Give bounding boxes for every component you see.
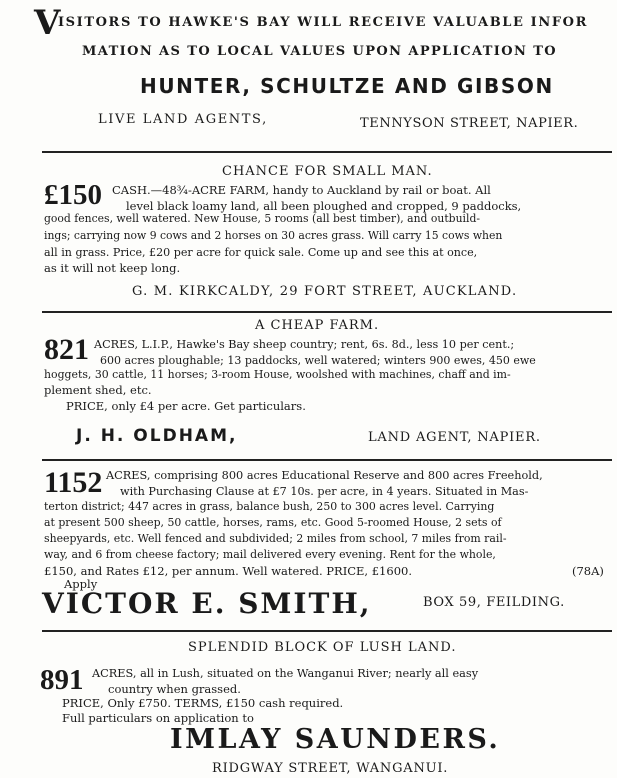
ad4-apply: Apply: [64, 577, 98, 591]
ad4-line-2: with Purchasing Clause at £7 10s. per acre, in 4 years. Situated in Mas-: [120, 485, 529, 498]
ad4-line-1: ACRES, comprising 800 acres Educational Reserve and 800 acres Freehold,: [106, 469, 543, 482]
ad4-code: (78A): [572, 564, 604, 578]
ad3-acre-number: 821: [44, 333, 89, 366]
ad3-line-2: 600 acres ploughable; 13 paddocks, well watered; winters 900 ewes, 450 ewe: [100, 354, 536, 367]
ad3-line-3: hoggets, 30 cattle, 11 horses; 3-room House, woolshed with machines, chaff and im-: [44, 368, 511, 381]
ad5-address: RIDGWAY STREET, WANGANUI.: [212, 761, 449, 776]
ad5-line-2: country when grassed.: [108, 682, 241, 696]
ad2-line-4: ings; carrying now 9 cows and 2 horses on 30 acres grass. Will carry 15 cows when: [44, 229, 503, 242]
ad4-line-5: sheepyards, etc. Well fenced and subdivided; 2 miles from school, 7 miles from rail-: [44, 532, 507, 545]
ad2-signature: G. M. KIRKCALDY, 29 FORT STREET, AUCKLAND.: [132, 284, 518, 299]
drop-cap-v: V: [34, 3, 61, 43]
ad4-acre-number: 1152: [44, 466, 103, 499]
ad5-acre-number: 891: [40, 664, 84, 696]
ad4-line-6: way, and 6 from cheese factory; mail delivered every evening. Rent for the whole,: [44, 548, 496, 561]
ad4-agent-name: VICTOR E. SMITH,: [42, 587, 372, 620]
ad4-line-3: terton district; 447 acres in grass, balance bush, 250 to 300 acres level. Carrying: [44, 500, 495, 513]
ad5-line-4: Full particulars on application to: [62, 711, 254, 725]
divider-rule: [42, 311, 612, 313]
divider-rule: [42, 151, 612, 153]
ad4-box: BOX 59, FEILDING.: [423, 595, 565, 610]
ad2-line-5: all in grass. Price, £20 per acre for quick sale. Come up and see this at once,: [44, 246, 478, 259]
ad1-agent-role: LIVE LAND AGENTS,: [98, 112, 268, 127]
ad5-agent-name: IMLAY SAUNDERS.: [170, 724, 501, 755]
ad3-agent-role: LAND AGENT, NAPIER.: [368, 430, 541, 445]
divider-rule: [42, 630, 612, 632]
ad3-line-5: PRICE, only £4 per acre. Get particulars.: [66, 399, 306, 413]
ad4-line-7: £150, and Rates £12, per annum. Well watered. PRICE, £1600.: [44, 564, 412, 578]
ad2-line-6: as it will not keep long.: [44, 261, 181, 275]
ad4-line-4: at present 500 sheep, 50 cattle, horses, rams, etc. Good 5-roomed House, 2 sets of: [44, 516, 502, 529]
ad2-line-2: level black loamy land, all been ploughed and cropped, 9 paddocks,: [126, 199, 522, 213]
ad2-price: £150: [44, 179, 102, 211]
ad1-headline-line1: ISITORS TO HAWKE'S BAY WILL RECEIVE VALUABLE INFOR: [58, 15, 589, 30]
ad1-headline-line2: MATION AS TO LOCAL VALUES UPON APPLICATION TO: [82, 44, 558, 59]
divider-rule: [42, 459, 612, 461]
ad2-line-3: good fences, well watered. New House, 5 rooms (all best timber), and outbuild-: [44, 212, 481, 225]
ad3-line-4: plement shed, etc.: [44, 383, 152, 397]
ad3-line-1: ACRES, L.I.P., Hawke's Bay sheep country; rent, 6s. 8d., less 10 per cent.;: [94, 338, 515, 351]
ad2-line-1: CASH.—48¾-ACRE FARM, handy to Auckland by rail or boat. All: [112, 183, 491, 197]
ad1-firm-name: HUNTER, SCHULTZE AND GIBSON: [140, 74, 554, 98]
ad5-line-1: ACRES, all in Lush, situated on the Wanganui River; nearly all easy: [92, 667, 479, 680]
ad5-heading: SPLENDID BLOCK OF LUSH LAND.: [188, 640, 457, 655]
ad5-line-3: PRICE, Only £750. TERMS, £150 cash required.: [62, 696, 344, 710]
ad3-agent-name: J. H. OLDHAM,: [76, 426, 238, 446]
ad1-address: TENNYSON STREET, NAPIER.: [360, 116, 579, 131]
ad3-heading: A CHEAP FARM.: [255, 318, 380, 333]
ad2-heading: CHANCE FOR SMALL MAN.: [222, 164, 433, 179]
